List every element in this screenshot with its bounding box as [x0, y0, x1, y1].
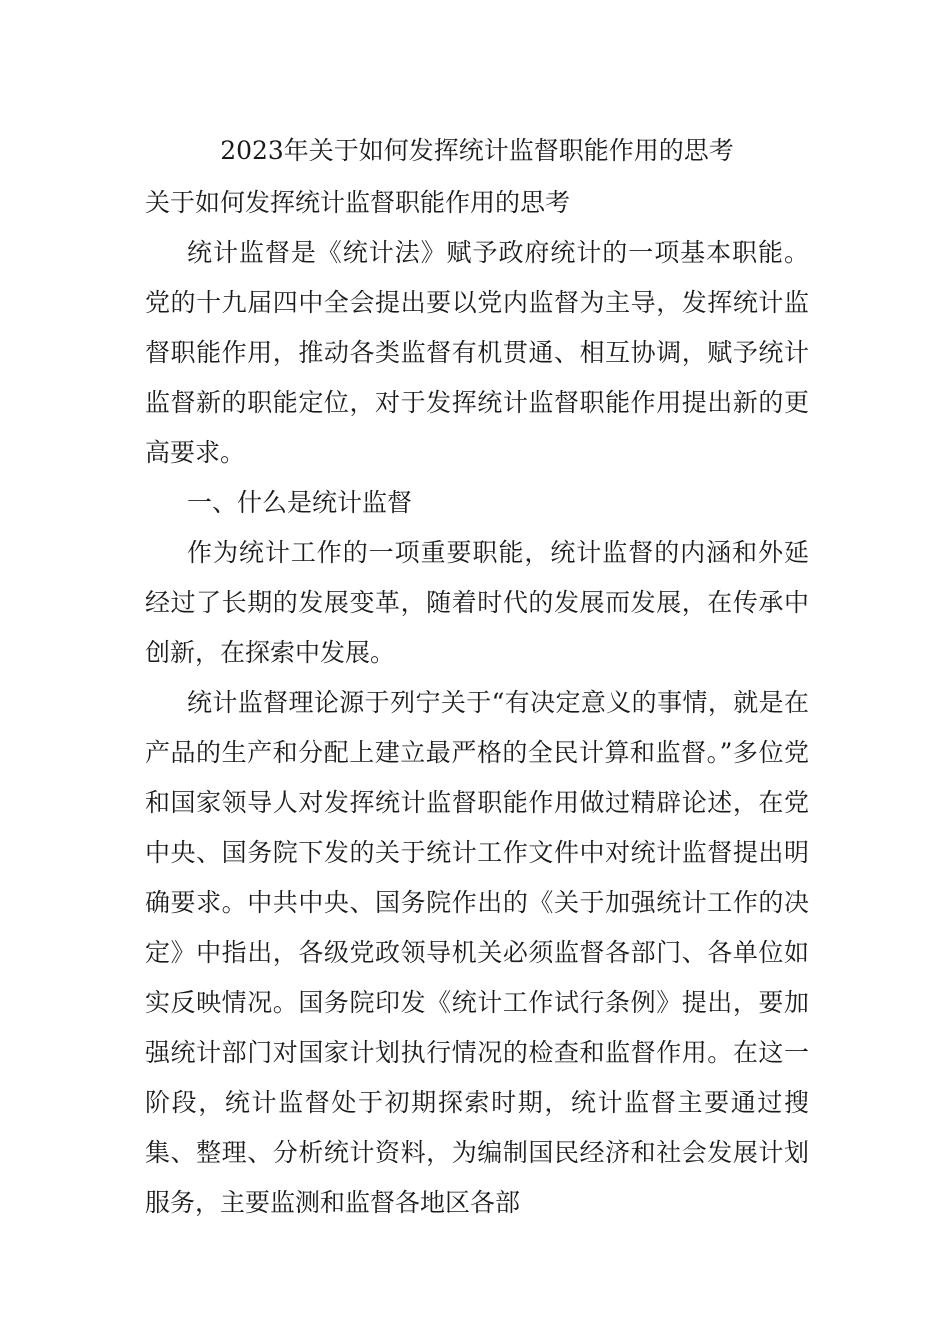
document-subtitle: 关于如何发挥统计监督职能作用的思考: [145, 188, 571, 217]
section-paragraph: 统计监督理论源于列宁关于“有决定意义的事情，就是在产品的生产和分配上建立最严格的全民计算和监督。”多位党和国家领导人对发挥统计监督职能作用做过精辟论述，在党中央、国务院下发的关于统计工作文件中对统计监督提出明确要求。中共中央、国务院作出的《关于加强统计工作的决定》中指出，各级党政领导机关必须监督各部门、各单位如实反映情况。国务院印发《统计工作试行条例》提出，要加强统计部门对国家计划执行情况的检查和监督作用。在这一阶段，统计监督处于初期探索时期，统计监督主要通过搜集、整理、分析统计资料，为编制国民经济和社会发展计划服务，主要监测和监督各地区各部: [145, 688, 809, 1217]
document-page: [145, 124, 809, 1228]
intro-paragraph: 统计监督是《统计法》赋予政府统计的一项基本职能。党的十九届四中全会提出要以党内监督为主导，发挥统计监督职能作用，推动各类监督有机贯通、相互协调，赋予统计监督新的职能定位，对于发挥统计监督职能作用提出新的更高要求。: [145, 238, 809, 467]
section-heading: 一、什么是统计监督: [187, 488, 413, 517]
section-paragraph: 作为统计工作的一项重要职能，统计监督的内涵和外延经过了长期的发展变革，随着时代的发展而发展，在传承中创新，在探索中发展。: [145, 538, 809, 667]
document-title: 2023年关于如何发挥统计监督职能作用的思考: [220, 136, 734, 165]
